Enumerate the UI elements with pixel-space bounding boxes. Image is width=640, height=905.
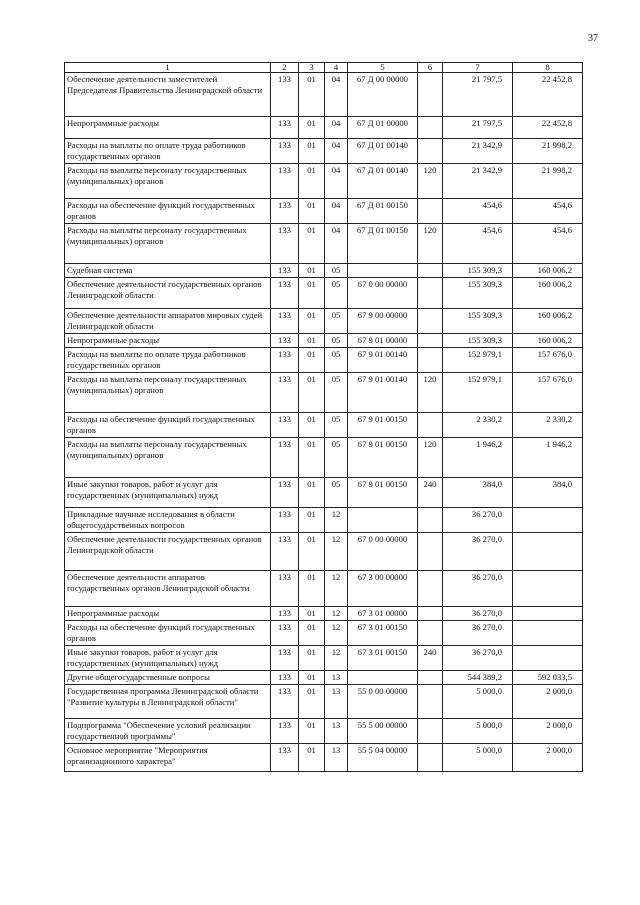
cell-target-article [348, 508, 418, 533]
table-row [65, 199, 583, 224]
cell-section: 01 [299, 744, 325, 772]
cell-amount-year2: 160 006,2 [513, 264, 583, 278]
cell-target-article [348, 671, 418, 685]
cell-amount-year1: 152 979,1 [443, 373, 513, 413]
cell-subsection: 04 [325, 199, 348, 224]
cell-expense-type [418, 413, 443, 438]
cell-subsection: 05 [325, 309, 348, 334]
cell-amount-year1: 5 000,0 [443, 685, 513, 719]
table-row [65, 278, 583, 309]
cell-section: 01 [299, 278, 325, 309]
cell-subsection: 05 [325, 334, 348, 348]
cell-amount-year1: 36 270,0 [443, 607, 513, 621]
cell-expense-type: 120 [418, 373, 443, 413]
cell-expense-type [418, 508, 443, 533]
cell-subsection: 04 [325, 73, 348, 117]
cell-subsection: 05 [325, 278, 348, 309]
cell-target-article: 67 9 01 00000 [348, 334, 418, 348]
cell-subsection: 13 [325, 719, 348, 744]
column-header: 2 [271, 63, 299, 73]
cell-expense-type [418, 139, 443, 164]
cell-name: Непрограммные расходы [65, 607, 271, 621]
cell-target-article: 67 Д 01 00140 [348, 139, 418, 164]
cell-amount-year2 [513, 607, 583, 621]
cell-amount-year1: 155 309,3 [443, 309, 513, 334]
cell-name: Расходы на выплаты персоналу государственных (муниципальных) органов [65, 164, 271, 199]
cell-subsection: 05 [325, 478, 348, 508]
cell-subsection: 04 [325, 117, 348, 139]
cell-amount-year1: 36 270,0 [443, 646, 513, 671]
cell-name: Расходы на обеспечение функций государственных органов [65, 199, 271, 224]
cell-amount-year1: 155 309,3 [443, 264, 513, 278]
cell-code: 133 [271, 508, 299, 533]
cell-code: 133 [271, 199, 299, 224]
header-row [65, 63, 583, 73]
cell-subsection: 12 [325, 607, 348, 621]
cell-section: 01 [299, 719, 325, 744]
cell-section: 01 [299, 413, 325, 438]
cell-amount-year2: 160 006,2 [513, 278, 583, 309]
column-header: 7 [443, 63, 513, 73]
cell-name: Иные закупки товаров, работ и услуг для государственных (муниципальных) нужд [65, 478, 271, 508]
cell-amount-year1: 155 309,3 [443, 278, 513, 309]
cell-amount-year1: 21 342,9 [443, 164, 513, 199]
table-row [65, 309, 583, 334]
cell-amount-year1: 1 946,2 [443, 438, 513, 478]
cell-amount-year2: 2 000,0 [513, 719, 583, 744]
cell-amount-year2 [513, 646, 583, 671]
cell-target-article: 67 3 01 00000 [348, 607, 418, 621]
table-row [65, 73, 583, 117]
table-row [65, 348, 583, 373]
table-row [65, 224, 583, 264]
cell-amount-year1: 5 000,0 [443, 719, 513, 744]
cell-name: Обеспечение деятельности заместителей Председателя Правительства Ленинградской области [65, 73, 271, 117]
cell-amount-year1: 454,6 [443, 199, 513, 224]
table-row [65, 719, 583, 744]
cell-name: Расходы на выплаты по оплате труда работников государственных органов [65, 139, 271, 164]
cell-code: 133 [271, 73, 299, 117]
table-row [65, 571, 583, 607]
cell-section: 01 [299, 571, 325, 607]
cell-amount-year2: 157 676,0 [513, 373, 583, 413]
cell-subsection: 04 [325, 164, 348, 199]
cell-subsection: 05 [325, 438, 348, 478]
cell-subsection: 13 [325, 685, 348, 719]
cell-target-article: 55 0 00 00000 [348, 685, 418, 719]
cell-expense-type [418, 533, 443, 571]
cell-section: 01 [299, 139, 325, 164]
cell-amount-year2: 2 000,0 [513, 685, 583, 719]
cell-name: Государственная программа Ленинградской области "Развитие культуры в Ленинградской области" [65, 685, 271, 719]
cell-code: 133 [271, 685, 299, 719]
cell-amount-year2: 2 330,2 [513, 413, 583, 438]
cell-section: 01 [299, 224, 325, 264]
cell-amount-year2: 454,6 [513, 199, 583, 224]
cell-expense-type: 120 [418, 438, 443, 478]
cell-section: 01 [299, 164, 325, 199]
cell-expense-type [418, 671, 443, 685]
table-row [65, 607, 583, 621]
cell-code: 133 [271, 719, 299, 744]
cell-target-article: 55 5 04 00000 [348, 744, 418, 772]
cell-target-article [348, 264, 418, 278]
cell-code: 133 [271, 334, 299, 348]
cell-section: 01 [299, 478, 325, 508]
cell-expense-type [418, 348, 443, 373]
cell-amount-year1: 152 979,1 [443, 348, 513, 373]
cell-expense-type [418, 685, 443, 719]
cell-section: 01 [299, 646, 325, 671]
column-header: 5 [348, 63, 418, 73]
cell-code: 133 [271, 309, 299, 334]
cell-amount-year1: 155 309,3 [443, 334, 513, 348]
table-row [65, 671, 583, 685]
cell-code: 133 [271, 438, 299, 478]
cell-code: 133 [271, 264, 299, 278]
cell-expense-type [418, 334, 443, 348]
cell-amount-year1: 21 797,5 [443, 73, 513, 117]
cell-amount-year2: 160 006,2 [513, 309, 583, 334]
cell-name: Обеспечение деятельности аппаратов государственных органов Ленинградской области [65, 571, 271, 607]
page-number: 37 [588, 33, 598, 44]
column-header: 6 [418, 63, 443, 73]
cell-amount-year2: 21 998,2 [513, 139, 583, 164]
table-row [65, 139, 583, 164]
table-row [65, 533, 583, 571]
cell-section: 01 [299, 533, 325, 571]
cell-amount-year2: 157 676,0 [513, 348, 583, 373]
cell-name: Расходы на обеспечение функций государственных органов [65, 621, 271, 646]
cell-code: 133 [271, 164, 299, 199]
cell-target-article: 67 Д 01 00150 [348, 224, 418, 264]
cell-target-article: 67 Д 01 00000 [348, 117, 418, 139]
cell-section: 01 [299, 73, 325, 117]
cell-section: 01 [299, 373, 325, 413]
cell-target-article: 67 Д 01 00140 [348, 164, 418, 199]
cell-expense-type [418, 117, 443, 139]
cell-expense-type: 120 [418, 224, 443, 264]
cell-subsection: 05 [325, 373, 348, 413]
cell-amount-year1: 21 797,5 [443, 117, 513, 139]
cell-amount-year1: 36 270,0 [443, 621, 513, 646]
cell-amount-year2: 22 452,8 [513, 73, 583, 117]
cell-code: 133 [271, 571, 299, 607]
cell-section: 01 [299, 671, 325, 685]
cell-expense-type: 120 [418, 164, 443, 199]
cell-amount-year2: 1 946,2 [513, 438, 583, 478]
cell-section: 01 [299, 685, 325, 719]
cell-section: 01 [299, 264, 325, 278]
cell-code: 133 [271, 224, 299, 264]
cell-code: 133 [271, 373, 299, 413]
cell-expense-type [418, 199, 443, 224]
cell-target-article: 67 3 00 00000 [348, 571, 418, 607]
cell-name: Иные закупки товаров, работ и услуг для государственных (муниципальных) нужд [65, 646, 271, 671]
cell-code: 133 [271, 139, 299, 164]
table-row [65, 508, 583, 533]
cell-code: 133 [271, 413, 299, 438]
cell-amount-year2: 592 033,5 [513, 671, 583, 685]
cell-code: 133 [271, 478, 299, 508]
cell-expense-type: 240 [418, 478, 443, 508]
cell-section: 01 [299, 438, 325, 478]
cell-expense-type [418, 719, 443, 744]
cell-code: 133 [271, 348, 299, 373]
cell-section: 01 [299, 348, 325, 373]
cell-target-article: 67 9 01 00150 [348, 413, 418, 438]
cell-expense-type [418, 621, 443, 646]
cell-target-article: 67 0 00 00000 [348, 278, 418, 309]
cell-amount-year1: 36 270,0 [443, 508, 513, 533]
cell-amount-year1: 21 342,9 [443, 139, 513, 164]
cell-subsection: 05 [325, 413, 348, 438]
cell-code: 133 [271, 533, 299, 571]
cell-amount-year1: 454,6 [443, 224, 513, 264]
cell-name: Обеспечение деятельности аппаратов мировых судей Ленинградской области [65, 309, 271, 334]
cell-name: Расходы на выплаты персоналу государственных (муниципальных) органов [65, 438, 271, 478]
cell-section: 01 [299, 309, 325, 334]
cell-target-article: 67 9 01 00140 [348, 348, 418, 373]
cell-amount-year2 [513, 508, 583, 533]
table-row [65, 685, 583, 719]
column-header: 8 [513, 63, 583, 73]
cell-name: Расходы на выплаты по оплате труда работников государственных органов [65, 348, 271, 373]
cell-target-article: 67 9 00 00000 [348, 309, 418, 334]
cell-name: Прикладные научные исследования в области общегосударственных вопросов [65, 508, 271, 533]
cell-code: 133 [271, 671, 299, 685]
cell-code: 133 [271, 621, 299, 646]
cell-amount-year1: 384,0 [443, 478, 513, 508]
cell-name: Другие общегосударственные вопросы [65, 671, 271, 685]
cell-section: 01 [299, 199, 325, 224]
cell-subsection: 12 [325, 533, 348, 571]
cell-amount-year1: 544 389,2 [443, 671, 513, 685]
table-row [65, 438, 583, 478]
cell-subsection: 04 [325, 224, 348, 264]
cell-target-article: 67 Д 00 00000 [348, 73, 418, 117]
cell-amount-year2 [513, 621, 583, 646]
cell-code: 133 [271, 744, 299, 772]
cell-expense-type [418, 744, 443, 772]
cell-name: Расходы на выплаты персоналу государственных (муниципальных) органов [65, 224, 271, 264]
cell-amount-year2: 160 006,2 [513, 334, 583, 348]
cell-amount-year2: 2 000,0 [513, 744, 583, 772]
cell-name: Подпрограмма "Обеспечение условий реализации государственной программы" [65, 719, 271, 744]
cell-amount-year2: 21 998,2 [513, 164, 583, 199]
cell-name: Судебная система [65, 264, 271, 278]
cell-name: Обеспечение деятельности государственных органов Ленинградской области [65, 533, 271, 571]
table-row [65, 478, 583, 508]
cell-section: 01 [299, 117, 325, 139]
cell-name: Основное мероприятие "Мероприятия организационного характера" [65, 744, 271, 772]
cell-amount-year1: 5 000,0 [443, 744, 513, 772]
cell-amount-year2: 22 452,8 [513, 117, 583, 139]
cell-subsection: 12 [325, 571, 348, 607]
table-row [65, 373, 583, 413]
cell-subsection: 05 [325, 348, 348, 373]
table-row [65, 117, 583, 139]
cell-name: Непрограммные расходы [65, 334, 271, 348]
cell-subsection: 05 [325, 264, 348, 278]
cell-target-article: 67 Д 01 00150 [348, 199, 418, 224]
table-row [65, 334, 583, 348]
cell-target-article: 67 9 01 00150 [348, 478, 418, 508]
budget-table [64, 62, 583, 772]
cell-section: 01 [299, 334, 325, 348]
table-row [65, 621, 583, 646]
cell-section: 01 [299, 621, 325, 646]
cell-subsection: 12 [325, 508, 348, 533]
cell-amount-year2: 454,6 [513, 224, 583, 264]
cell-code: 133 [271, 607, 299, 621]
table-row [65, 646, 583, 671]
cell-section: 01 [299, 508, 325, 533]
cell-subsection: 12 [325, 646, 348, 671]
cell-expense-type [418, 73, 443, 117]
cell-subsection: 13 [325, 671, 348, 685]
cell-code: 133 [271, 117, 299, 139]
cell-target-article: 67 3 01 00150 [348, 646, 418, 671]
cell-expense-type [418, 278, 443, 309]
column-header: 3 [299, 63, 325, 73]
table-row [65, 413, 583, 438]
cell-section: 01 [299, 607, 325, 621]
cell-target-article: 55 5 00 00000 [348, 719, 418, 744]
cell-target-article: 67 9 01 00140 [348, 373, 418, 413]
cell-amount-year1: 36 270,0 [443, 571, 513, 607]
column-header: 1 [65, 63, 271, 73]
cell-subsection: 13 [325, 744, 348, 772]
cell-expense-type: 240 [418, 646, 443, 671]
cell-code: 133 [271, 278, 299, 309]
cell-expense-type [418, 309, 443, 334]
table-row [65, 744, 583, 772]
cell-expense-type [418, 607, 443, 621]
cell-amount-year1: 36 270,0 [443, 533, 513, 571]
cell-target-article: 67 0 00 00000 [348, 533, 418, 571]
cell-code: 133 [271, 646, 299, 671]
cell-target-article: 67 3 01 00150 [348, 621, 418, 646]
cell-name: Обеспечение деятельности государственных органов Ленинградской области [65, 278, 271, 309]
table-row [65, 164, 583, 199]
cell-name: Расходы на выплаты персоналу государственных (муниципальных) органов [65, 373, 271, 413]
cell-subsection: 12 [325, 621, 348, 646]
cell-amount-year2: 384,0 [513, 478, 583, 508]
cell-name: Непрограммные расходы [65, 117, 271, 139]
cell-amount-year2 [513, 571, 583, 607]
column-header: 4 [325, 63, 348, 73]
cell-subsection: 04 [325, 139, 348, 164]
cell-target-article: 67 9 01 00150 [348, 438, 418, 478]
cell-amount-year1: 2 330,2 [443, 413, 513, 438]
cell-amount-year2 [513, 533, 583, 571]
cell-expense-type [418, 571, 443, 607]
table-row [65, 264, 583, 278]
cell-name: Расходы на обеспечение функций государственных органов [65, 413, 271, 438]
cell-expense-type [418, 264, 443, 278]
